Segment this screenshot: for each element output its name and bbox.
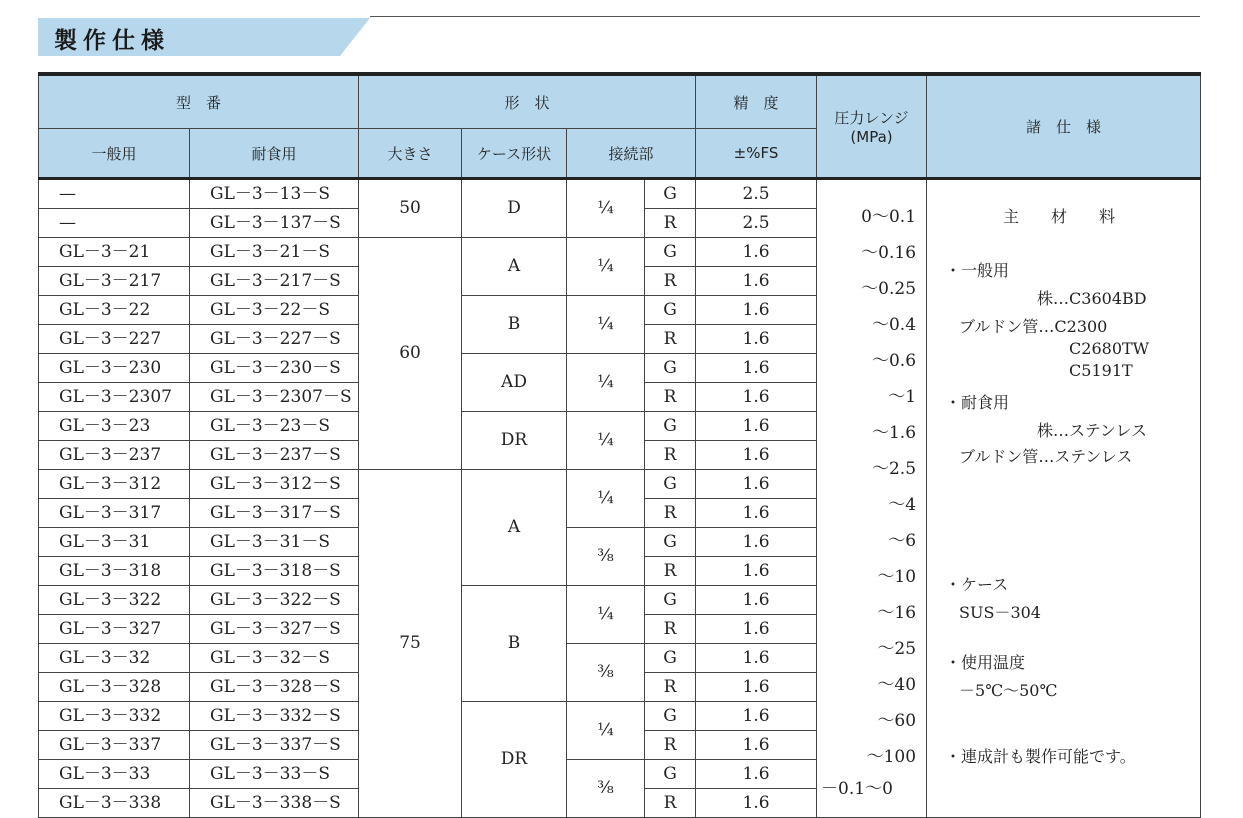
cell-corrosion-model: GL－3－23－S [190,412,359,441]
cell-corrosion-model: GL－3－21－S [190,238,359,267]
pressure-range-value: ～0.4 [871,315,917,335]
cell-corrosion-model: GL－3－137－S [190,209,359,238]
cell-corrosion-model: GL－3－227－S [190,325,359,354]
cell-corrosion-model: GL－3－322－S [190,586,359,615]
cell-general-model: GL－3－312 [39,470,190,499]
cell-thread-type: G [645,702,696,731]
cell-accuracy: 1.6 [696,789,817,818]
cell-general-model: GL－3－230 [39,354,190,383]
cell-case-shape: A [462,470,567,586]
cell-accuracy: 1.6 [696,557,817,586]
cell-general-model: GL－3－227 [39,325,190,354]
header-accuracy: 精 度 [696,74,817,129]
cell-accuracy: 1.6 [696,615,817,644]
header-connection: 接続部 [567,129,696,179]
cell-connection-size: ¼ [567,238,645,296]
cell-general-model: GL－3－328 [39,673,190,702]
cell-accuracy: 2.5 [696,179,817,209]
cell-corrosion-model: GL－3－237－S [190,441,359,470]
corrosion-bourdon-material: ブルドン管…ステンレス [959,447,1133,466]
cell-connection-size: ¼ [567,296,645,354]
cell-corrosion-model: GL－3－2307－S [190,383,359,412]
cell-accuracy: 2.5 [696,209,817,238]
cell-corrosion-model: GL－3－32－S [190,644,359,673]
pressure-range-value: ～2.5 [871,459,917,479]
cell-accuracy: 1.6 [696,412,817,441]
cell-thread-type: G [645,760,696,789]
temperature-range: －5℃～50℃ [959,681,1058,700]
cell-corrosion-model: GL－3－13－S [190,179,359,209]
cell-case-shape: B [462,296,567,354]
cell-connection-size: ¼ [567,179,645,238]
cell-accuracy: 1.6 [696,673,817,702]
general-bourdon-material: ブルドン管…C2300 [959,317,1108,336]
cell-connection-size: ¼ [567,586,645,644]
section-title: 製作仕様 [54,28,170,54]
cell-thread-type: G [645,354,696,383]
cell-corrosion-model: GL－3－337－S [190,731,359,760]
cell-corrosion-model: GL－3－230－S [190,354,359,383]
pressure-range-unit: (MPa) [850,128,893,146]
general-bourdon-material-2: C2680TW [1069,339,1150,358]
cell-corrosion-model: GL－3－217－S [190,267,359,296]
title-rule [370,16,1200,17]
cell-general-model: GL－3－23 [39,412,190,441]
table-row [39,179,1201,209]
cell-general-model: GL－3－338 [39,789,190,818]
cell-case-shape: B [462,586,567,702]
cell-accuracy: 1.6 [696,528,817,557]
pressure-range-value: ～0.25 [861,279,917,299]
cell-accuracy: 1.6 [696,267,817,296]
cell-accuracy: 1.6 [696,644,817,673]
header-general-use: 一般用 [39,129,190,179]
cell-corrosion-model: GL－3－328－S [190,673,359,702]
cell-accuracy: 1.6 [696,325,817,354]
pressure-range-label: 圧力レンジ [834,109,909,127]
specs-notes [927,179,1201,818]
cell-accuracy: 1.6 [696,731,817,760]
cell-thread-type: R [645,209,696,238]
cell-thread-type: G [645,586,696,615]
cell-corrosion-model: GL－3－317－S [190,499,359,528]
cell-accuracy: 1.6 [696,702,817,731]
cell-general-model: GL－3－337 [39,731,190,760]
cell-corrosion-model: GL－3－33－S [190,760,359,789]
cell-thread-type: G [645,644,696,673]
cell-general-model: GL－3－332 [39,702,190,731]
cell-connection-size: ¼ [567,470,645,528]
cell-accuracy: 1.6 [696,499,817,528]
header-accuracy-unit: ±%FS [696,129,817,179]
cell-thread-type: R [645,557,696,586]
pressure-range-value: ～25 [877,639,917,659]
cell-accuracy: 1.6 [696,354,817,383]
section-title-band [38,18,370,56]
general-bourdon-material-3: C5191T [1069,361,1133,380]
cell-general-model: GL－3－327 [39,615,190,644]
cell-thread-type: R [645,267,696,296]
cell-general-model: GL－3－318 [39,557,190,586]
cell-thread-type: G [645,412,696,441]
cell-case-shape: A [462,238,567,296]
cell-accuracy: 1.6 [696,296,817,325]
cell-case-shape: DR [462,412,567,470]
cell-corrosion-model: GL－3－327－S [190,615,359,644]
cell-accuracy: 1.6 [696,238,817,267]
cell-general-model: GL－3－237 [39,441,190,470]
cell-accuracy: 1.6 [696,586,817,615]
pressure-range-value: ～16 [877,603,917,623]
cell-connection-size: ¼ [567,354,645,412]
cell-connection-size: ⅜ [567,528,645,586]
cell-connection-size: ⅜ [567,760,645,818]
cell-accuracy: 1.6 [696,383,817,412]
cell-general-model: — [39,179,190,209]
header-shape: 形 状 [359,74,696,129]
cell-accuracy: 1.6 [696,441,817,470]
case-material: SUS－304 [959,603,1041,622]
header-size: 大きさ [359,129,462,179]
header-pressure-range [817,74,927,179]
cell-thread-type: G [645,528,696,557]
cell-thread-type: G [645,296,696,325]
pressure-range-value: ～60 [877,711,917,731]
cell-general-model: — [39,209,190,238]
pressure-range-value: ～100 [866,747,917,767]
cell-thread-type: R [645,731,696,760]
spec-table [38,72,1201,818]
cell-connection-size: ¼ [567,412,645,470]
cell-general-model: GL－3－31 [39,528,190,557]
pressure-range-list [817,179,927,818]
case-heading: ・ケース [945,575,1009,594]
cell-general-model: GL－3－2307 [39,383,190,412]
header-corrosion-resistant: 耐食用 [190,129,359,179]
pressure-range-value: ～40 [877,675,917,695]
header-model-no: 型 番 [39,74,359,129]
cell-corrosion-model: GL－3－22－S [190,296,359,325]
compound-gauge-note: ・連成計も製作可能です。 [945,747,1136,766]
header-specs: 諸 仕 様 [927,74,1201,179]
pressure-range-value: 0～0.1 [861,207,917,227]
cell-corrosion-model: GL－3－312－S [190,470,359,499]
cell-size: 60 [359,238,462,470]
cell-case-shape: AD [462,354,567,412]
cell-thread-type: R [645,383,696,412]
main-material-heading: 主 材 料 [1003,207,1124,226]
cell-general-model: GL－3－317 [39,499,190,528]
cell-thread-type: R [645,325,696,354]
cell-case-shape: D [462,179,567,238]
cell-corrosion-model: GL－3－31－S [190,528,359,557]
cell-connection-size: ¼ [567,702,645,760]
cell-thread-type: R [645,441,696,470]
cell-general-model: GL－3－217 [39,267,190,296]
header-case-shape: ケース形状 [462,129,567,179]
cell-thread-type: G [645,470,696,499]
cell-corrosion-model: GL－3－318－S [190,557,359,586]
cell-general-model: GL－3－322 [39,586,190,615]
cell-general-model: GL－3－32 [39,644,190,673]
cell-accuracy: 1.6 [696,470,817,499]
pressure-range-value: －0.1～0 [821,779,893,799]
pressure-range-value: ～10 [877,567,917,587]
cell-corrosion-model: GL－3－338－S [190,789,359,818]
temperature-heading: ・使用温度 [945,653,1026,672]
cell-case-shape: DR [462,702,567,818]
cell-thread-type: R [645,673,696,702]
cell-thread-type: R [645,499,696,528]
general-use-heading: ・一般用 [945,261,1010,280]
cell-thread-type: G [645,238,696,267]
cell-general-model: GL－3－33 [39,760,190,789]
cell-corrosion-model: GL－3－332－S [190,702,359,731]
cell-thread-type: R [645,615,696,644]
pressure-range-value: ～0.16 [861,243,917,263]
cell-general-model: GL－3－21 [39,238,190,267]
cell-general-model: GL－3－22 [39,296,190,325]
corrosion-stem-material: 株…ステンレス [1037,421,1148,440]
cell-connection-size: ⅜ [567,644,645,702]
cell-size: 75 [359,470,462,818]
pressure-range-value: ～6 [888,531,917,551]
pressure-range-value: ～4 [888,495,917,515]
cell-thread-type: G [645,179,696,209]
pressure-range-value: ～1.6 [871,423,917,443]
cell-accuracy: 1.6 [696,760,817,789]
pressure-range-value: ～1 [888,387,917,407]
corrosion-heading: ・耐食用 [945,393,1010,412]
general-stem-material: 株…C3604BD [1037,289,1147,308]
cell-thread-type: R [645,789,696,818]
cell-size: 50 [359,179,462,238]
pressure-range-value: ～0.6 [871,351,917,371]
